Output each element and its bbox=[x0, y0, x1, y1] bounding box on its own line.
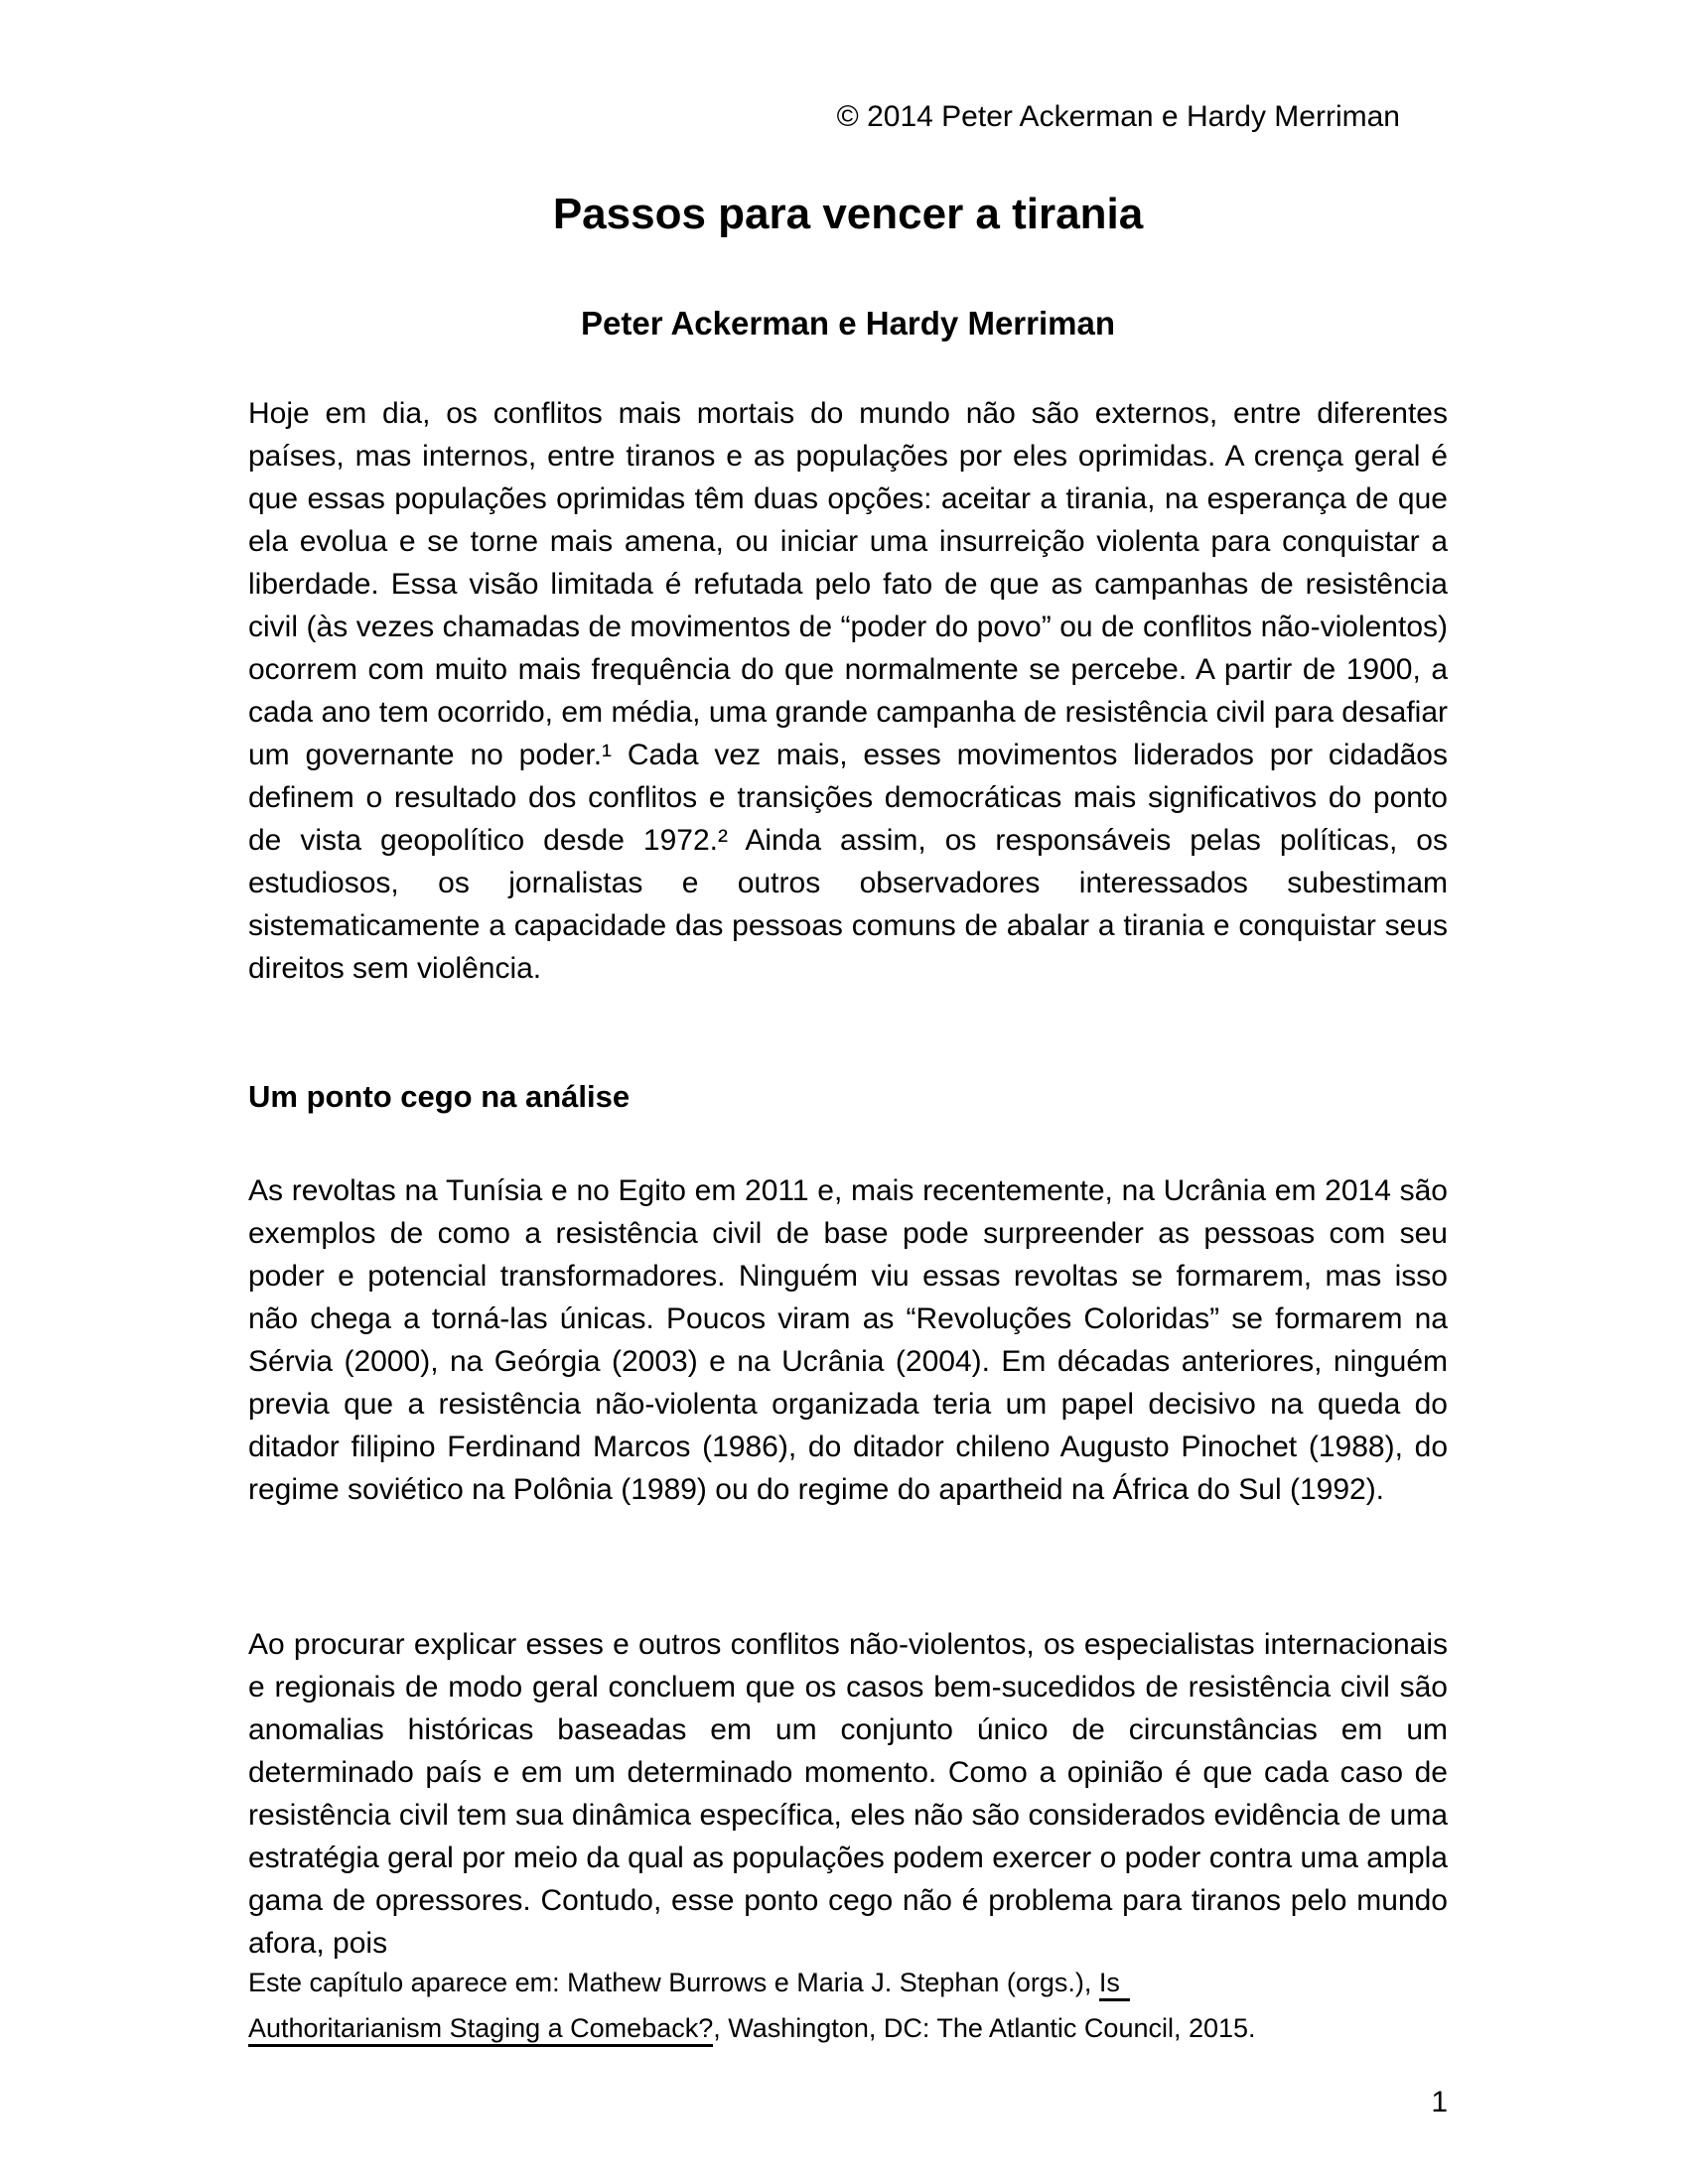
footnote-book-title-line2: Authoritarianism Staging a Comeback? bbox=[248, 2013, 713, 2047]
paragraph-blind-spot-experts: Ao procurar explicar esses e outros conflitos não-violentos, os especialistas internacionais e regionais de modo geral concluem que os casos bem-sucedidos de resistência civil são anomalias históricas baseadas em um conjunto único de circunstâncias em um determinado país e em um determinado momento. Como a opinião é que cada caso de resistência civil tem sua dinâmica específica, eles não são considerados evidência de uma estratégia geral por meio da qual as populações podem exercer o poder contra uma ampla gama de opressores. Contudo, esse ponto cego não é problema para tiranos pelo mundo afora, pois bbox=[248, 1628, 1448, 1960]
page-title: Passos para vencer a tirania bbox=[552, 190, 1144, 238]
page-number: 1 bbox=[1431, 2086, 1448, 2118]
paragraph-intro: Hoje em dia, os conflitos mais mortais do mundo não são externos, entre diferentes países, mas internos, entre tiranos e as populações por eles oprimidas. A crença geral é que essas populações oprimidas têm duas opções: aceitar a tirania, na esperança de que ela evolua e se torne mais amena, ou iniciar uma insurreição violenta para conquistar a liberdade. Essa visão limitada é refutada pelo fato de que as campanhas de resistência civil (às vezes chamadas de movimentos de “poder do povo” ou de conflitos não-violentos) ocorrem com muito mais frequência do que normalmente se percebe. A partir de 1900, a cada ano tem ocorrido, em média, uma grande campanha de resistência civil para desafiar um governante no poder.¹ Cada vez mais, esses movimentos liderados por cidadãos definem o resultado dos conflitos e transições democráticas mais significativos do ponto de vista geopolítico desde 1972.² Ainda assim, os responsáveis pelas políticas, os estudiosos, os jornalistas e outros observadores interessados subestimam sistematicamente a capacidade das pessoas comuns de abalar a tirania e conquistar seus direitos sem violência. bbox=[248, 397, 1448, 985]
footnote-text-end: , Washington, DC: The Atlantic Council, 2015. bbox=[713, 2013, 1256, 2043]
authors-line: Peter Ackerman e Hardy Merriman bbox=[580, 305, 1116, 341]
paragraph-blind-spot-examples: As revoltas na Tunísia e no Egito em 2011 e, mais recentemente, na Ucrânia em 2014 são exemplos de como a resistência civil de base pode surpreender as pessoas com seu poder e potencial transformadores. Ninguém viu essas revoltas se formarem, mas isso não chega a torná-las únicas. Poucos viram as “Revoluções Coloridas” se formarem na Sérvia (2000), na Geórgia (2003) e na Ucrânia (2004). Em décadas anteriores, ninguém previa que a resistência não-violenta organizada teria um papel decisivo na queda do ditador filipino Ferdinand Marcos (1986), do ditador chileno Augusto Pinochet (1988), do regime soviético na Polônia (1989) ou do regime do apartheid na África do Sul (1992). bbox=[248, 1174, 1448, 1506]
footnote-book-title-line1: Is bbox=[1099, 1968, 1130, 2001]
section-heading: Um ponto cego na análise bbox=[248, 1079, 631, 1114]
footnote-text-start: Este capítulo aparece em: Mathew Burrows e Maria J. Stephan (orgs.), bbox=[248, 1968, 1099, 1997]
copyright-line: © 2014 Peter Ackerman e Hardy Merriman bbox=[836, 100, 1400, 133]
footnote bbox=[248, 1960, 1448, 2051]
